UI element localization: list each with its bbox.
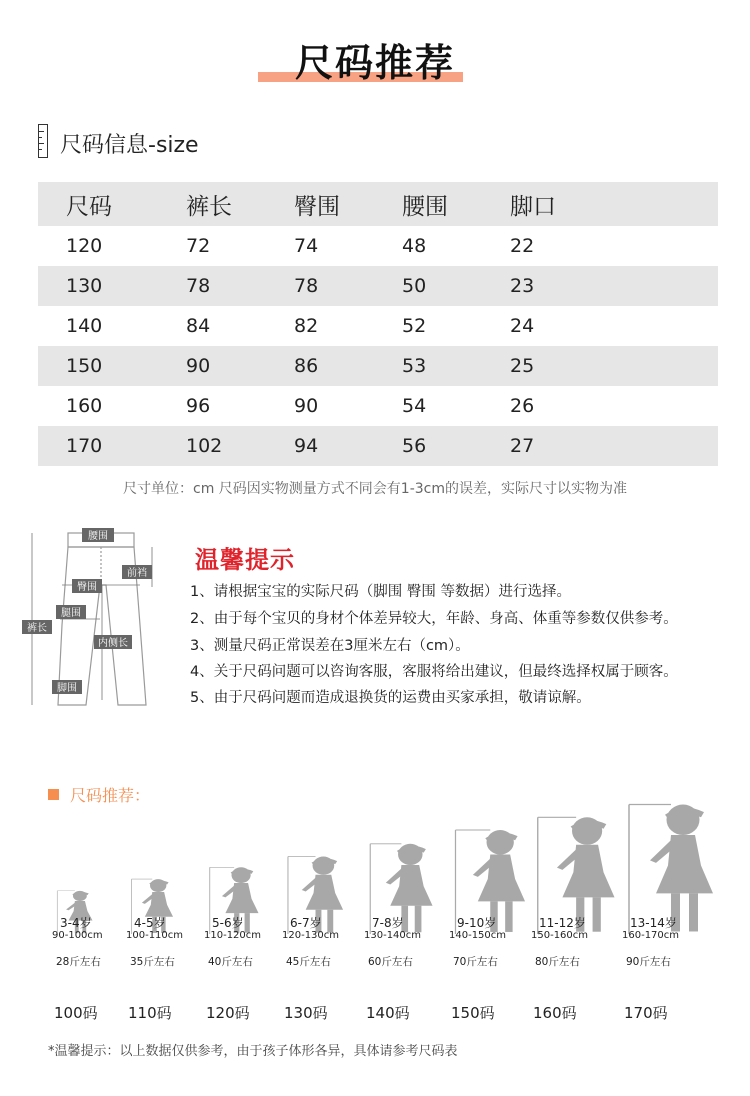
table-row — [38, 346, 718, 386]
kid-size-label: 110码 — [128, 1004, 172, 1022]
diagram-label-hip — [72, 579, 102, 593]
kid-age-label: 11-12岁 — [539, 916, 586, 930]
cell-length: 96 — [186, 395, 211, 417]
kid-size-label: 100码 — [54, 1004, 98, 1022]
svg-text:臀围: 臀围 — [77, 582, 97, 593]
kid-weight-label: 90斤左右 — [626, 956, 671, 968]
page-title: 尺码推荐 — [294, 41, 455, 85]
tip-item: 5、由于尺码问题而造成退换货的运费由买家承担，敬请谅解。 — [190, 690, 591, 706]
kid-weight-label: 40斤左右 — [208, 956, 253, 968]
kid-height-label: 160-170cm — [622, 930, 680, 941]
cell-hip: 78 — [294, 275, 319, 297]
cell-length: 90 — [186, 355, 211, 377]
table-header-row — [38, 182, 718, 226]
cell-leg-opening: 27 — [510, 435, 535, 457]
cell-waist: 53 — [402, 355, 427, 377]
kids-size-chart — [0, 790, 750, 1040]
kid-size-label: 140码 — [366, 1004, 410, 1022]
kid-age-label: 6-7岁 — [290, 916, 322, 930]
diagram-label-leg-opening — [52, 680, 82, 694]
svg-text:腰围: 腰围 — [88, 531, 108, 542]
header-size: 尺码 — [66, 193, 112, 220]
cell-hip: 94 — [294, 435, 319, 457]
svg-text:前裆: 前裆 — [127, 568, 147, 579]
recommendation-label: 尺码推荐： — [70, 786, 151, 805]
tips-title: 温馨提示 — [195, 546, 295, 574]
diagram-label-thigh — [56, 605, 86, 619]
header-leg-opening: 脚口 — [510, 193, 556, 220]
kid-size-label: 160码 — [533, 1004, 577, 1022]
kid-size-label: 150码 — [451, 1004, 495, 1022]
tip-item: 1、请根据宝宝的实际尺码（脚围 臀围 等数据）进行选择。 — [190, 584, 571, 600]
table-row — [38, 306, 718, 346]
cell-hip: 74 — [294, 235, 319, 257]
cell-waist: 52 — [402, 315, 427, 337]
diagram-label-waist — [82, 528, 114, 542]
cell-size: 170 — [66, 435, 103, 457]
svg-text:内侧长: 内侧长 — [98, 638, 128, 649]
kid-weight-label: 80斤左右 — [535, 956, 580, 968]
cell-leg-opening: 23 — [510, 275, 535, 297]
cell-hip: 86 — [294, 355, 319, 377]
cell-size: 160 — [66, 395, 103, 417]
kid-weight-label: 45斤左右 — [286, 956, 331, 968]
table-row — [38, 266, 718, 306]
header-hip: 臀围 — [294, 193, 340, 220]
table-row — [38, 226, 718, 266]
kid-height-label: 150-160cm — [531, 930, 589, 941]
pants-measurement-diagram — [22, 525, 162, 710]
table-row — [38, 386, 718, 426]
diagram-label-inseam — [94, 635, 132, 649]
kid-weight-label: 35斤左右 — [130, 956, 175, 968]
ruler-icon — [38, 124, 48, 158]
footer-note: *温馨提示：以上数据仅供参考，由于孩子体形各异，具体请参考尺码表 — [48, 1044, 458, 1059]
kid-height-label: 120-130cm — [282, 930, 340, 941]
kid-height-label: 140-150cm — [449, 930, 507, 941]
cell-leg-opening: 22 — [510, 235, 535, 257]
diagram-label-front-rise — [122, 565, 152, 579]
svg-text:裤长: 裤长 — [27, 623, 47, 634]
cell-hip: 82 — [294, 315, 319, 337]
cell-length: 72 — [186, 235, 211, 257]
table-row — [38, 426, 718, 466]
cell-length: 78 — [186, 275, 211, 297]
header-length: 裤长 — [186, 193, 232, 220]
kid-size-label: 130码 — [284, 1004, 328, 1022]
cell-size: 130 — [66, 275, 103, 297]
kid-height-label: 110-120cm — [204, 930, 262, 941]
cell-leg-opening: 25 — [510, 355, 535, 377]
size-info-label: 尺码信息-size — [60, 133, 199, 158]
cell-size: 120 — [66, 235, 103, 257]
kid-height-label: 100-110cm — [126, 930, 184, 941]
cell-size: 140 — [66, 315, 103, 337]
title-section — [0, 22, 750, 92]
measure-lines — [32, 533, 152, 705]
kid-age-label: 4-5岁 — [134, 916, 166, 930]
tip-item: 3、测量尺码正常误差在3厘米左右（cm）。 — [190, 638, 470, 654]
cell-waist: 48 — [402, 235, 427, 257]
svg-text:脚围: 脚围 — [57, 683, 77, 694]
header-waist: 腰围 — [402, 193, 448, 220]
kid-height-label: 90-100cm — [52, 930, 103, 941]
kid-weight-label: 70斤左右 — [453, 956, 498, 968]
kid-weight-label: 28斤左右 — [56, 956, 101, 968]
cell-hip: 90 — [294, 395, 319, 417]
kid-age-label: 9-10岁 — [457, 916, 497, 930]
kid-age-label: 5-6岁 — [212, 916, 244, 930]
diagram-label-length — [22, 620, 52, 634]
cell-waist: 50 — [402, 275, 427, 297]
kid-age-label: 3-4岁 — [60, 916, 92, 930]
cell-waist: 56 — [402, 435, 427, 457]
cell-length: 84 — [186, 315, 211, 337]
kid-age-label: 7-8岁 — [372, 916, 404, 930]
kid-height-label: 130-140cm — [364, 930, 422, 941]
kid-age-label: 13-14岁 — [630, 916, 677, 930]
kid-weight-label: 60斤左右 — [368, 956, 413, 968]
kid-size-label: 170码 — [624, 1004, 668, 1022]
unit-note: 尺寸单位：cm 尺码因实物测量方式不同会有1-3cm的误差，实际尺寸以实物为准 — [123, 481, 627, 497]
size-table — [38, 182, 718, 466]
cell-waist: 54 — [402, 395, 427, 417]
tip-item: 4、关于尺码问题可以咨询客服，客服将给出建议，但最终选择权属于顾客。 — [190, 664, 678, 680]
svg-text:腿围: 腿围 — [61, 608, 81, 619]
cell-leg-opening: 24 — [510, 315, 535, 337]
cell-length: 102 — [186, 435, 223, 457]
cell-leg-opening: 26 — [510, 395, 535, 417]
tip-item: 2、由于每个宝贝的身材个体差异较大，年龄、身高、体重等参数仅供参考。 — [190, 611, 678, 627]
cell-size: 150 — [66, 355, 103, 377]
kid-size-label: 120码 — [206, 1004, 250, 1022]
